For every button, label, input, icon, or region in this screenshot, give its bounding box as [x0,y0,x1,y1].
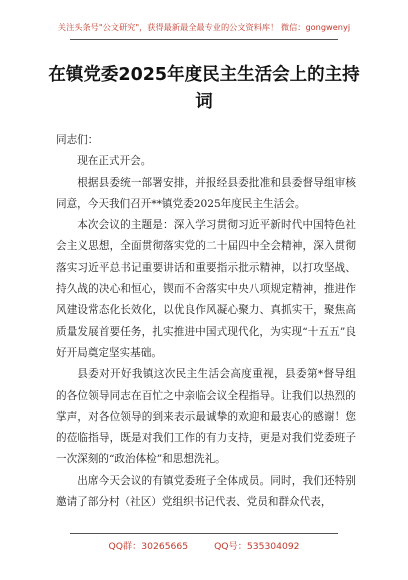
paragraph: 现在正式开会。 [77,155,152,168]
salutation: 同志们： [56,134,99,146]
document-body [56,130,356,513]
footer-qq-group: QQ群：30265665 [108,541,189,552]
paragraph: 本次会议的主题是：深入学习贯彻习近平新时代中国特色社会主义思想，全面贯彻落实党的二十届四中全会精神，深入贯彻落实习近平总书记重要讲话和重要指示批示精神，以打攻坚战、持久战的决心和恒心，锲而不舍落实中央八项规定精神，推进作风建设常态化长效化，以优良作风凝心聚力、真抓实干，聚焦高质量发展首要任务，扎实推进中国式现代化，为实现“十五五”良好开局奠定坚实基础。 [56,219,356,359]
footer-qq-number: QQ号：535304092 [214,541,300,552]
header-banner: 关注头条号"公文研究"，获得最新最全最专业的公文资料库！ 微信：gongwenyj [57,22,351,32]
paragraph: 根据县委统一部署安排，并报经县委批准和县委督导组审核同意，今天我们召开**镇党委2025年度民主生活会。 [56,176,356,210]
document-title: 在镇党委2025年度民主生活会上的主持词 [48,65,360,112]
footer-divider [70,533,338,534]
footer-contact [0,538,408,552]
paragraph: 县委对开好我镇这次民主生活会高度重视，县委第*督导组的各位领导同志在百忙之中亲临会议全程指导。让我们以热烈的掌声，对各位领导的到来表示最诚挚的欢迎和最衷心的感谢！您的莅临指导，既是对我们工作的有力支持，更是对我们党委班子一次深刻的“政治体检”和思想洗礼。 [56,368,356,466]
paragraph: 出席今天会议的有镇党委班子全体成员。同时，我们还特别邀请了部分村（社区）党组织书记代表、党员和群众代表， [56,474,356,509]
header-divider [70,39,338,40]
